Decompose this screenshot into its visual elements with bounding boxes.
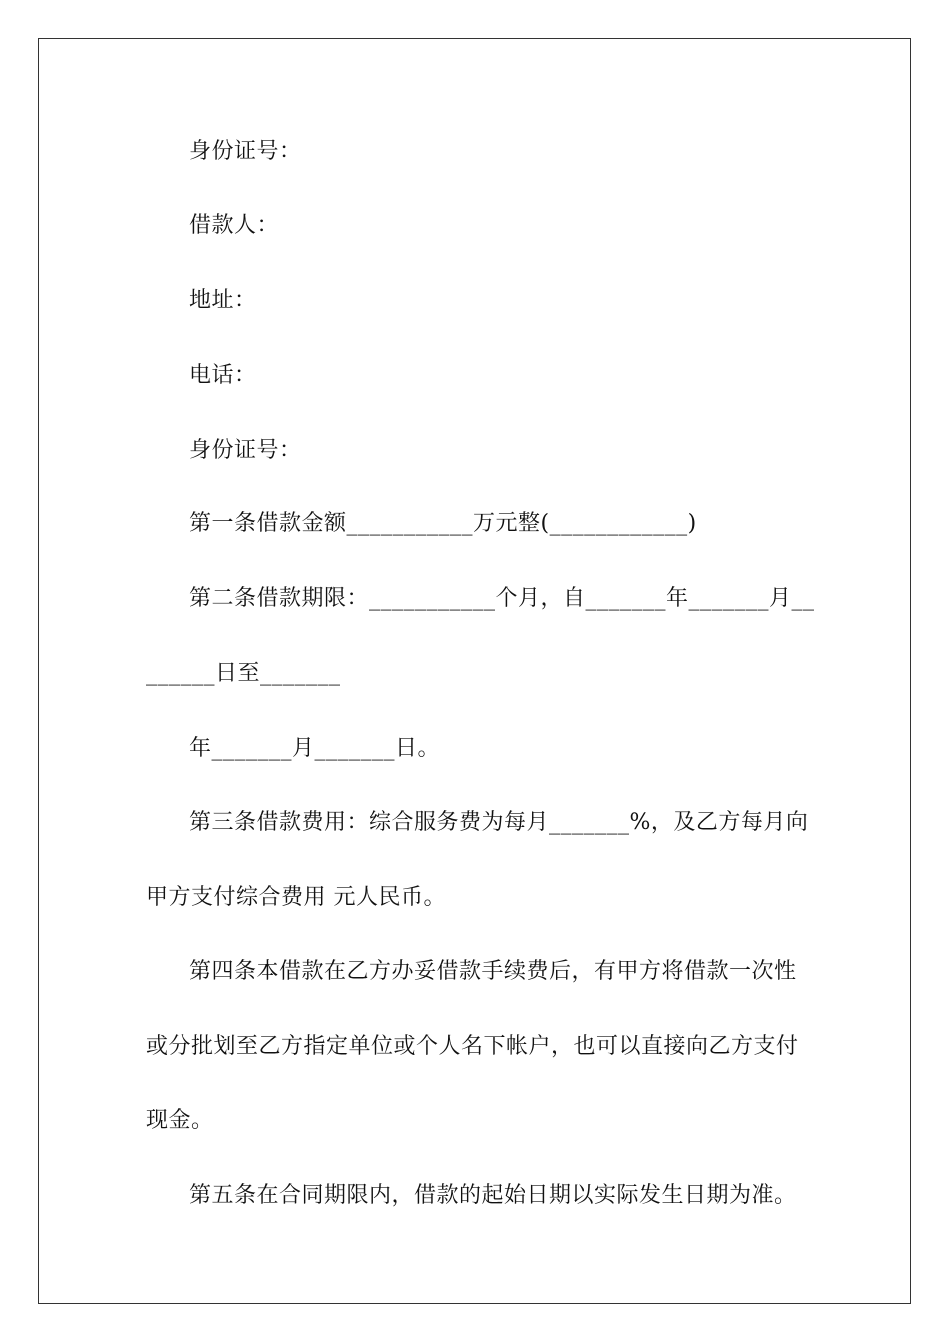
phone-label: 电话：: [189, 363, 257, 388]
address-label: 地址：: [189, 288, 257, 313]
article-3-fees: 第三条借款费用：综合服务费为每月_______%，及乙方每月向: [189, 810, 809, 835]
article-1-amount: 第一条借款金额___________万元整(____________): [189, 511, 697, 536]
article-2-term-end: 年_______月_______日。: [189, 736, 441, 761]
article-3-fees-cont: 甲方支付综合费用 元人民币。: [146, 885, 446, 910]
id-number-label-1: 身份证号：: [189, 139, 302, 164]
article-2-term: 第二条借款期限：___________个月，自_______年_______月__: [189, 586, 815, 611]
article-4-disbursement-end: 现金。: [146, 1108, 214, 1133]
article-4-disbursement: 第四条本借款在乙方办妥借款手续费后，有甲方将借款一次性: [189, 959, 797, 984]
article-5-start-date: 第五条在合同期限内，借款的起始日期以实际发生日期为准。: [189, 1183, 797, 1208]
article-2-term-cont: ______日至_______: [146, 661, 341, 686]
borrower-label: 借款人：: [189, 213, 280, 238]
id-number-label-2: 身份证号：: [189, 438, 302, 463]
article-4-disbursement-cont: 或分批划至乙方指定单位或个人名下帐户，也可以直接向乙方支付: [146, 1034, 799, 1059]
